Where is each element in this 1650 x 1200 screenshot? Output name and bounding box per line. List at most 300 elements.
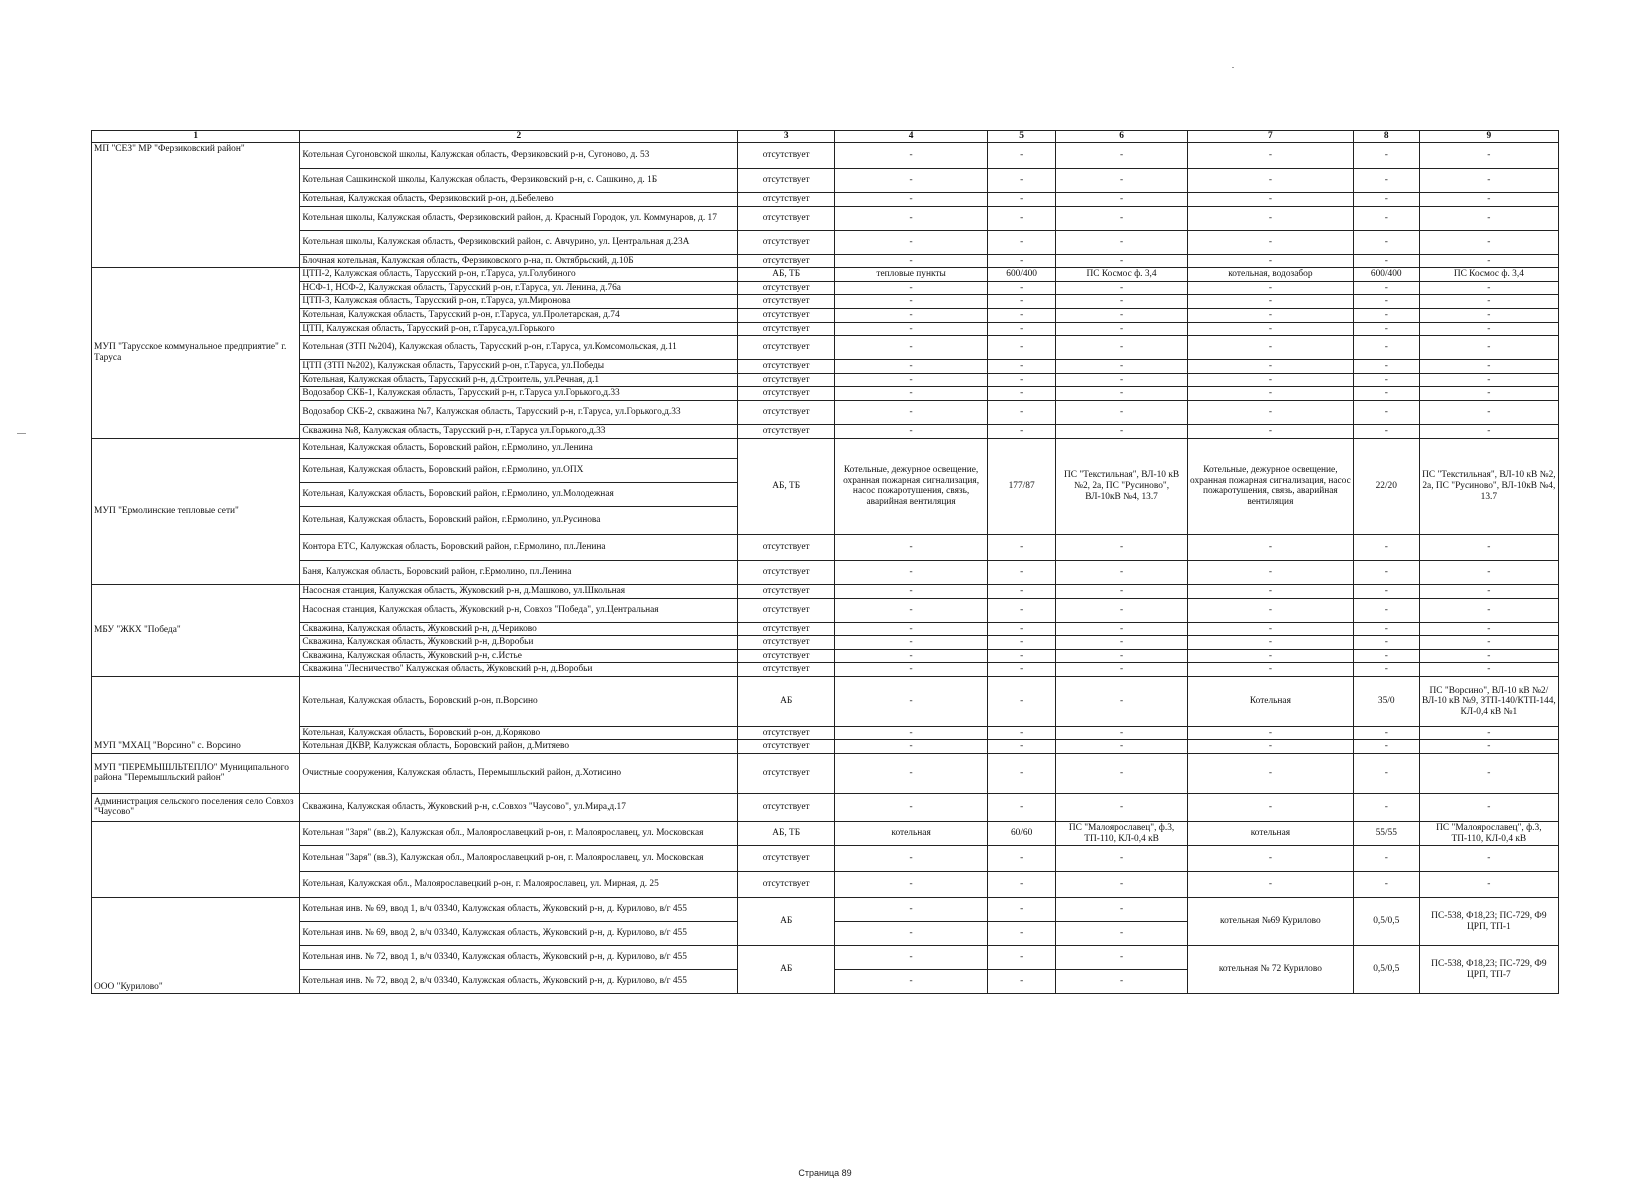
object-cell: Водозабор СКБ-1, Калужская область, Тарусский р-н, г.Таруса ул.Горького,д.33 (300, 387, 738, 401)
object-cell: Котельная ДКВР, Калужская область, Боровский район, д.Митяево (300, 740, 738, 754)
table-cell: - (1187, 230, 1353, 254)
table-cell: котельная, водозабор (1187, 268, 1353, 282)
table-cell: отсутствует (738, 322, 835, 336)
table-cell: - (988, 584, 1056, 598)
table-cell: ПС Космос ф. 3,4 (1056, 268, 1188, 282)
table-cell: - (1056, 622, 1188, 636)
table-cell: тепловые пункты (835, 268, 988, 282)
table-row (92, 206, 1559, 230)
table-cell: отсутствует (738, 400, 835, 424)
table-cell: - (835, 753, 988, 793)
table-row (92, 308, 1559, 322)
table-cell: отсутствует (738, 622, 835, 636)
table-cell: - (1419, 598, 1558, 622)
object-cell: Котельная школы, Калужская область, Ферзиковский район, д. Красный Городок, ул. Коммунаров, д. 17 (300, 206, 738, 230)
table-row (92, 793, 1559, 821)
table-cell: - (1056, 946, 1188, 970)
table-cell: - (1187, 726, 1353, 740)
table-cell: - (1419, 336, 1558, 360)
table-row (92, 295, 1559, 309)
table-cell: - (1056, 373, 1188, 387)
table-cell: ПС-538, Ф18,23; ПС-729, Ф9 ЦРП, ТП-1 (1419, 898, 1558, 946)
table-cell: - (1056, 206, 1188, 230)
table-cell: АБ (738, 946, 835, 994)
table-cell: - (988, 846, 1056, 872)
table-cell: - (1419, 254, 1558, 268)
table-cell: - (1419, 622, 1558, 636)
table-cell: отсутствует (738, 336, 835, 360)
col-header: 5 (988, 131, 1056, 143)
page-number: Страница 89 (798, 1168, 852, 1178)
table-row (92, 753, 1559, 793)
organization-cell: МУП "Ермолинские тепловые сети" (92, 438, 300, 584)
table-cell: - (835, 336, 988, 360)
table-cell: - (988, 373, 1056, 387)
table-cell: ПС-538, Ф18,23; ПС-729, Ф9 ЦРП, ТП-7 (1419, 946, 1558, 994)
table-cell: - (1419, 193, 1558, 207)
scan-mark (17, 433, 26, 434)
col-header: 1 (92, 131, 300, 143)
table-cell: - (1353, 254, 1419, 268)
table-cell: - (1187, 636, 1353, 650)
table-cell: - (988, 424, 1056, 438)
table-cell: - (1056, 295, 1188, 309)
table-cell: - (835, 970, 988, 994)
table-cell: - (1353, 846, 1419, 872)
table-cell: - (1353, 534, 1419, 560)
table-cell: - (1353, 308, 1419, 322)
table-body (92, 143, 1559, 994)
object-cell: Скважина, Калужская область, Жуковский р-н, с.Совхоз "Чаусово", ул.Мира,д.17 (300, 793, 738, 821)
object-cell: Котельная, Калужская область, Ферзиковский р-он, д.Бебелево (300, 193, 738, 207)
table-cell: - (988, 560, 1056, 584)
table-cell: - (1056, 898, 1188, 922)
table-cell: - (835, 622, 988, 636)
table-cell: отсутствует (738, 846, 835, 872)
table-cell: - (1187, 560, 1353, 584)
table-cell: - (1187, 322, 1353, 336)
table-cell: - (988, 970, 1056, 994)
object-cell: Котельная, Калужская область, Боровский р-он, п.Ворсино (300, 676, 738, 726)
object-cell: Очистные сооружения, Калужская область, Перемышльский район, д.Хотисино (300, 753, 738, 793)
table-row (92, 373, 1559, 387)
table-row (92, 946, 1559, 970)
table-cell: - (835, 846, 988, 872)
table-cell: - (1187, 143, 1353, 169)
table-cell: - (1056, 872, 1188, 898)
table-cell: - (1353, 143, 1419, 169)
table-cell: - (1419, 322, 1558, 336)
table-cell: отсутствует (738, 534, 835, 560)
organization-cell: МУП "ПЕРЕМЫШЛЬТЕПЛО" Муниципального района "Перемышльский район" (92, 753, 300, 793)
table-cell: - (988, 726, 1056, 740)
col-header: 3 (738, 131, 835, 143)
table-cell: - (1419, 740, 1558, 754)
object-cell: Блочная котельная, Калужская область, Ферзиковского р-на, п. Октябрьский, д.10Б (300, 254, 738, 268)
table-cell: - (1353, 424, 1419, 438)
table-cell: отсутствует (738, 424, 835, 438)
table-cell: - (1056, 793, 1188, 821)
table-cell: - (988, 143, 1056, 169)
object-cell: ЦТП, Калужская область, Тарусский р-он, г.Таруса,ул.Горького (300, 322, 738, 336)
object-cell: Котельная "Заря" (вв.3), Калужская обл., Малоярославецкий р-он, г. Малоярославец, ул. Московская (300, 846, 738, 872)
table-cell: - (1187, 846, 1353, 872)
object-cell: Котельная инв. № 69, ввод 1, в/ч 03340, Калужская область, Жуковский р-н, д. Курилово, в/г 455 (300, 898, 738, 922)
table-cell: - (835, 230, 988, 254)
merged-value-cell: 177/87 (988, 438, 1056, 534)
object-cell: Скважина №8, Калужская область, Тарусский р-н, г.Таруса ул.Горького,д.33 (300, 424, 738, 438)
table-cell: - (1056, 636, 1188, 650)
data-table (91, 130, 1559, 994)
table-cell: отсутствует (738, 373, 835, 387)
table-cell: - (1353, 400, 1419, 424)
table-row (92, 898, 1559, 922)
table-row (92, 400, 1559, 424)
table-row (92, 254, 1559, 268)
table-cell: - (1353, 649, 1419, 663)
object-cell: Контора ЕТС, Калужская область, Боровский район, г.Ермолино, пл.Ленина (300, 534, 738, 560)
scan-speck (1232, 67, 1234, 68)
col-header: 4 (835, 131, 988, 143)
table-cell: - (1056, 846, 1188, 872)
table-row (92, 534, 1559, 560)
table-cell: - (1419, 169, 1558, 193)
table-cell: - (1419, 753, 1558, 793)
object-cell: Баня, Калужская область, Боровский район, г.Ермолино, пл.Ленина (300, 560, 738, 584)
table-cell: - (1187, 622, 1353, 636)
table-cell: 60/60 (988, 821, 1056, 845)
organization-cell: МУП "МХАЦ "Ворсино" с. Ворсино (92, 676, 300, 753)
table-cell: - (1419, 649, 1558, 663)
table-cell: - (1419, 872, 1558, 898)
organization-cell: ООО "Курилово" (92, 898, 300, 994)
table-cell: - (1187, 872, 1353, 898)
table-cell: отсутствует (738, 254, 835, 268)
table-cell: - (1187, 663, 1353, 677)
col-header: 7 (1187, 131, 1353, 143)
table-cell: - (835, 676, 988, 726)
table-cell: - (988, 676, 1056, 726)
table-cell: - (988, 793, 1056, 821)
table-cell: - (1353, 387, 1419, 401)
table-cell: - (1056, 322, 1188, 336)
table-row (92, 676, 1559, 726)
table-row (92, 726, 1559, 740)
table-cell: - (988, 206, 1056, 230)
table-cell: - (1419, 534, 1558, 560)
table-cell: - (835, 143, 988, 169)
table-cell: - (1419, 281, 1558, 295)
table-cell: - (1056, 560, 1188, 584)
table-row (92, 193, 1559, 207)
table-row (92, 360, 1559, 374)
table-cell: - (988, 360, 1056, 374)
table-cell: - (988, 663, 1056, 677)
table-cell: отсутствует (738, 649, 835, 663)
table-cell: АБ, ТБ (738, 268, 835, 282)
merged-value-cell: Котельные, дежурное освещение, охранная пожарная сигнализация, насос пожаротушения, связь, аварийная вентиляция (835, 438, 988, 534)
table-cell: - (1187, 336, 1353, 360)
table-cell: - (835, 898, 988, 922)
table-cell: - (1056, 676, 1188, 726)
table-cell: - (835, 946, 988, 970)
table-cell: отсутствует (738, 753, 835, 793)
table-row (92, 169, 1559, 193)
table-cell: - (835, 598, 988, 622)
object-cell: Котельная "Заря" (вв.2), Калужская обл., Малоярославецкий р-он, г. Малоярославец, ул. Московская (300, 821, 738, 845)
table-row (92, 230, 1559, 254)
table-header (92, 131, 1559, 143)
table-cell: - (835, 254, 988, 268)
object-cell: Водозабор СКБ-2, скважина №7, Калужская область, Тарусский р-н, г.Таруса, ул.Горького,д.33 (300, 400, 738, 424)
table-cell: - (1353, 636, 1419, 650)
table-cell: - (1056, 230, 1188, 254)
table-cell: - (1187, 254, 1353, 268)
table-cell: отсутствует (738, 281, 835, 295)
object-cell: Котельная инв. № 69, ввод 2, в/ч 03340, Калужская область, Жуковский р-н, д. Курилово, в/г 455 (300, 922, 738, 946)
table-cell: - (1419, 206, 1558, 230)
table-cell: - (1056, 360, 1188, 374)
col-header: 6 (1056, 131, 1188, 143)
table-cell: - (1056, 726, 1188, 740)
object-cell: Насосная станция, Калужская область, Жуковский р-н, д.Машково, ул.Школьная (300, 584, 738, 598)
table-cell: - (1419, 726, 1558, 740)
table-cell: - (1056, 649, 1188, 663)
col-header: 9 (1419, 131, 1558, 143)
table-cell: АБ (738, 676, 835, 726)
table-cell: - (1056, 753, 1188, 793)
col-header: 2 (300, 131, 738, 143)
organization-cell: МБУ "ЖКХ "Победа" (92, 584, 300, 676)
merged-value-cell: ПС "Текстильная", ВЛ-10 кВ №2, 2а, ПС "Русиново", ВЛ-10кВ №4, 13.7 (1419, 438, 1558, 534)
table-cell: ПС "Ворсино", ВЛ-10 кВ №2/ ВЛ-10 кВ №9, ЗТП-140/КТП-144, КЛ-0,4 кВ №1 (1419, 676, 1558, 726)
table-cell: ПС "Малоярославец", ф.3, ТП-110, КЛ-0,4 кВ (1056, 821, 1188, 845)
table-cell: - (988, 753, 1056, 793)
table-cell: котельная №69 Курилово (1187, 898, 1353, 946)
table-row (92, 846, 1559, 872)
table-cell: - (835, 206, 988, 230)
table-cell: - (1187, 193, 1353, 207)
table-cell: - (1419, 308, 1558, 322)
table-cell: - (835, 636, 988, 650)
table-row (92, 872, 1559, 898)
object-cell: ЦТП-3, Калужская область, Тарусский р-он, г.Таруса, ул.Миронова (300, 295, 738, 309)
table-cell: - (835, 295, 988, 309)
table-cell: отсутствует (738, 295, 835, 309)
table-row (92, 821, 1559, 845)
table-row (92, 143, 1559, 169)
table-cell: отсутствует (738, 598, 835, 622)
object-cell: ЦТП (ЗТП №202), Калужская область, Тарусский р-он, г.Таруса, ул.Победы (300, 360, 738, 374)
col-header: 8 (1353, 131, 1419, 143)
table-row (92, 636, 1559, 650)
table-cell: - (1056, 143, 1188, 169)
organization-cell (92, 821, 300, 897)
table-cell: - (1419, 400, 1558, 424)
object-cell: Котельная, Калужская обл., Малоярославецкий р-он, г. Малоярославец, ул. Мирная, д. 25 (300, 872, 738, 898)
table-cell: - (1187, 534, 1353, 560)
table-cell: - (1056, 598, 1188, 622)
table-cell: отсутствует (738, 872, 835, 898)
table-cell: - (835, 584, 988, 598)
table-cell: - (1353, 622, 1419, 636)
table-cell: - (1353, 295, 1419, 309)
table-cell: - (988, 281, 1056, 295)
table-cell: - (988, 534, 1056, 560)
table-cell: - (1056, 336, 1188, 360)
table-cell: - (988, 598, 1056, 622)
object-cell: Котельная Сашкинской школы, Калужская область, Ферзиковский р-н, с. Сашкино, д. 1Б (300, 169, 738, 193)
table-cell: - (1353, 322, 1419, 336)
object-cell: Скважина, Калужская область, Жуковский р-н, с.Истье (300, 649, 738, 663)
table-cell: ПС "Малоярославец", ф.3, ТП-110, КЛ-0,4 кВ (1419, 821, 1558, 845)
object-cell: Котельная Сугоновской школы, Калужская область, Ферзиковский р-н, Сугоново, д. 53 (300, 143, 738, 169)
table-row (92, 740, 1559, 754)
object-cell: Котельная, Калужская область, Боровский район, г.Ермолино, ул.Молодежная (300, 482, 738, 506)
table-cell: - (1187, 584, 1353, 598)
table-cell: - (835, 560, 988, 584)
table-cell: - (1419, 636, 1558, 650)
table-row (92, 622, 1559, 636)
table-cell: - (1419, 295, 1558, 309)
table-cell: - (1056, 424, 1188, 438)
table-row (92, 281, 1559, 295)
table-cell: - (1419, 663, 1558, 677)
table-row (92, 387, 1559, 401)
table-cell: - (1187, 387, 1353, 401)
table-cell: - (835, 663, 988, 677)
table-cell: 600/400 (988, 268, 1056, 282)
object-cell: Котельная, Калужская область, Боровский район, г.Ермолино, ул.Ленина (300, 438, 738, 458)
table-cell: - (988, 230, 1056, 254)
table-cell: - (835, 793, 988, 821)
table-cell: - (1187, 206, 1353, 230)
table-cell: - (1187, 360, 1353, 374)
object-cell: Скважина, Калужская область, Жуковский р-н, д.Чериково (300, 622, 738, 636)
table-cell: Котельная (1187, 676, 1353, 726)
table-cell: - (835, 322, 988, 336)
table-row (92, 560, 1559, 584)
table-cell: - (988, 400, 1056, 424)
table-cell: - (835, 169, 988, 193)
table-cell: отсутствует (738, 740, 835, 754)
table-cell: - (835, 726, 988, 740)
table-cell: - (1353, 281, 1419, 295)
table-cell: - (1187, 169, 1353, 193)
table-cell: - (1187, 295, 1353, 309)
organization-cell: МП "СЕЗ" МР "Ферзиковский район" (92, 143, 300, 268)
table-row (92, 336, 1559, 360)
table-cell: - (835, 534, 988, 560)
table-cell: - (988, 336, 1056, 360)
table-row (92, 424, 1559, 438)
table-cell: - (835, 281, 988, 295)
table-cell: - (1419, 793, 1558, 821)
object-cell: Котельная, Калужская область, Тарусский р-н, д.Строитель, ул.Речная, д.1 (300, 373, 738, 387)
table-cell: - (1056, 193, 1188, 207)
table-cell: отсутствует (738, 387, 835, 401)
table-cell: - (1419, 846, 1558, 872)
table-cell: отсутствует (738, 143, 835, 169)
table-cell: - (1419, 387, 1558, 401)
table-cell: - (1353, 872, 1419, 898)
object-cell: Насосная станция, Калужская область, Жуковский р-н, Совхоз "Победа", ул.Центральная (300, 598, 738, 622)
table-cell: - (988, 622, 1056, 636)
table-cell: - (835, 308, 988, 322)
table-cell: - (1056, 584, 1188, 598)
table-cell: отсутствует (738, 663, 835, 677)
table-cell: - (988, 387, 1056, 401)
table-cell: - (1187, 753, 1353, 793)
table-cell: котельная (1187, 821, 1353, 845)
table-cell: - (988, 946, 1056, 970)
table-row (92, 584, 1559, 598)
table-cell: - (1353, 206, 1419, 230)
table-cell: отсутствует (738, 169, 835, 193)
table-cell: - (1353, 169, 1419, 193)
merged-value-cell: 22/20 (1353, 438, 1419, 534)
table-cell: - (835, 360, 988, 374)
table-cell: - (1353, 663, 1419, 677)
table-cell: отсутствует (738, 584, 835, 598)
table-cell: - (1353, 584, 1419, 598)
object-cell: Скважина "Лесничество" Калужская область, Жуковский р-н, д.Воробьи (300, 663, 738, 677)
object-cell: Котельная инв. № 72, ввод 2, в/ч 03340, Калужская область, Жуковский р-н, д. Курилово, в/г 455 (300, 970, 738, 994)
table-cell: - (988, 872, 1056, 898)
table-cell: АБ (738, 898, 835, 946)
table-cell: - (1187, 740, 1353, 754)
table-cell: - (835, 424, 988, 438)
table-cell: - (988, 649, 1056, 663)
table-cell: отсутствует (738, 726, 835, 740)
table-cell: - (1419, 143, 1558, 169)
table-cell: - (835, 373, 988, 387)
table-cell: - (1187, 308, 1353, 322)
merged-value-cell: ПС "Текстильная", ВЛ-10 кВ №2, 2а, ПС "Русиново", ВЛ-10кВ №4, 13.7 (1056, 438, 1188, 534)
table-cell: - (1353, 726, 1419, 740)
table-cell: - (1353, 360, 1419, 374)
table-cell: - (988, 254, 1056, 268)
table-cell: отсутствует (738, 193, 835, 207)
table-cell: - (1056, 970, 1188, 994)
table-cell: - (835, 872, 988, 898)
table-cell: котельная (835, 821, 988, 845)
table-cell: - (988, 322, 1056, 336)
object-cell: Котельная, Калужская область, Тарусский р-он, г.Таруса, ул.Пролетарская, д.74 (300, 308, 738, 322)
table-cell: - (1056, 387, 1188, 401)
table-cell: - (1056, 740, 1188, 754)
table-cell: - (1187, 281, 1353, 295)
table-cell: - (835, 740, 988, 754)
object-cell: ЦТП-2, Калужская область, Тарусский р-он, г.Таруса, ул.Голубиного (300, 268, 738, 282)
table-cell: - (988, 295, 1056, 309)
merged-value-cell: АБ, ТБ (738, 438, 835, 534)
table-cell: 0,5/0,5 (1353, 898, 1419, 946)
organization-cell: Администрация сельского поселения село Совхоз "Чаусово" (92, 793, 300, 821)
table-cell: - (1353, 336, 1419, 360)
table-cell: - (1419, 230, 1558, 254)
table-cell: - (835, 649, 988, 663)
table-cell: - (988, 636, 1056, 650)
organization-cell: МУП "Тарусское коммунальное предприятие" г. Таруса (92, 268, 300, 439)
table-cell: 55/55 (1353, 821, 1419, 845)
table-cell: - (1419, 424, 1558, 438)
table-row (92, 649, 1559, 663)
object-cell: Котельная, Калужская область, Боровский район, г.Ермолино, ул.Русинова (300, 506, 738, 534)
merged-value-cell: Котельные, дежурное освещение, охранная пожарная сигнализация, насос пожаротушения, связь, аварийная вентиляция (1187, 438, 1353, 534)
table-cell: - (1056, 922, 1188, 946)
table-cell: - (1056, 281, 1188, 295)
